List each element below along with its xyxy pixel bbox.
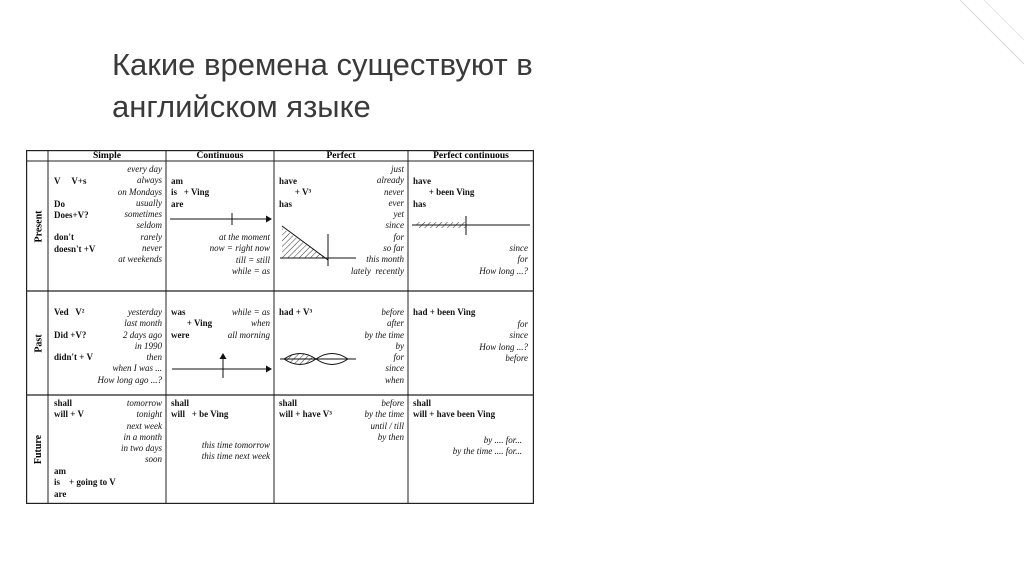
future-perfect-forms: shall will + have V³ bbox=[279, 398, 332, 420]
present-perfect-continuous-diagram bbox=[410, 214, 532, 236]
present-perfect-continuous-forms: have + been Ving has bbox=[413, 176, 475, 209]
header-perfect: Perfect bbox=[326, 151, 356, 161]
slide-title: Какие времена существуют в английском языке bbox=[112, 47, 533, 124]
future-continuous-markers: this time tomorrow this time next week bbox=[201, 440, 270, 462]
past-perfect-continuous-markers: for since How long ...? before bbox=[479, 319, 528, 363]
past-simple-markers: yesterday last month 2 days ago in 1990 then when I was ... How long ago ...? bbox=[97, 307, 162, 385]
past-perfect-forms: had + V³ bbox=[279, 307, 313, 317]
future-perfect-markers: before by the time until / till by then bbox=[364, 398, 404, 442]
future-perfect-continuous-forms: shall will + have been Ving bbox=[413, 398, 496, 420]
present-perfect-markers: just already never ever yet since for so far this month lately recently bbox=[350, 164, 404, 276]
header-continuous: Continuous bbox=[196, 151, 244, 161]
present-continuous-timeline bbox=[168, 210, 272, 228]
present-continuous-forms: am is + Ving are bbox=[171, 176, 210, 209]
present-simple-forms: V V+s Do Does+V? don't doesn't +V bbox=[54, 176, 96, 254]
present-continuous-markers: at the moment now = right now till = still while = as bbox=[209, 232, 270, 276]
past-perfect-diagram bbox=[278, 346, 358, 372]
header-perfect-continuous: Perfect continuous bbox=[433, 151, 509, 161]
future-going-to-forms: am is + going to V are bbox=[54, 466, 116, 499]
header-simple: Simple bbox=[93, 151, 121, 161]
future-continuous-forms: shall will + be Ving bbox=[171, 398, 229, 420]
past-perfect-continuous-forms: had + been Ving bbox=[413, 307, 476, 317]
tenses-table bbox=[26, 150, 534, 504]
past-continuous-timeline bbox=[168, 352, 272, 380]
past-simple-forms: Ved V² Did +V? didn't + V bbox=[54, 307, 93, 363]
past-perfect-markers: before after by the time by for since when bbox=[364, 307, 404, 385]
past-continuous-markers: while = as when all morning bbox=[227, 307, 270, 340]
row-label-past: Past bbox=[33, 333, 45, 353]
future-perfect-continuous-markers: by .... for... by the time .... for... bbox=[452, 435, 522, 457]
present-perfect-forms: have + V³ has bbox=[279, 176, 312, 209]
future-simple-markers: tomorrow tonight next week in a month in two days soon bbox=[120, 398, 162, 465]
present-perfect-continuous-markers: since for How long ...? bbox=[479, 243, 528, 276]
present-simple-markers: every day always on Mondays usually sometimes seldom rarely never at weekends bbox=[117, 164, 162, 265]
row-label-future: Future bbox=[33, 434, 45, 465]
past-continuous-forms: was + Ving were bbox=[171, 307, 213, 340]
present-perfect-diagram bbox=[278, 222, 358, 266]
future-simple-forms: shall will + V bbox=[54, 398, 84, 420]
row-label-present: Present bbox=[33, 209, 45, 243]
